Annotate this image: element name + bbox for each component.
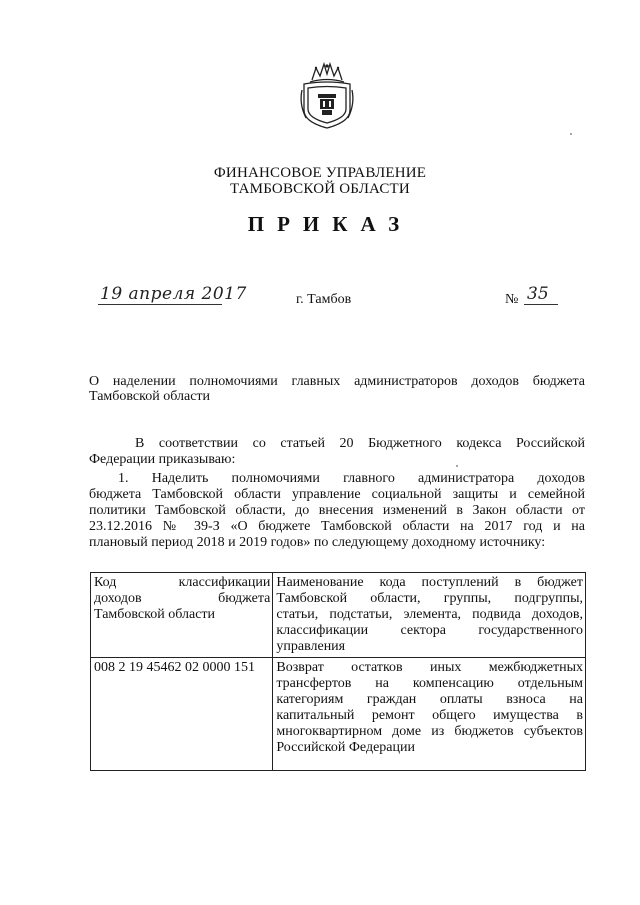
- header-name-line: Наименование кода поступлений в бюджет: [276, 575, 583, 590]
- revenue-name-line: Российской Федерации: [276, 740, 415, 755]
- paragraph-line: 1. Наделить полномочиями главного администратора доходов: [118, 471, 585, 486]
- number-label: №: [505, 292, 519, 307]
- document-type-title: ПРИКАЗ: [247, 212, 413, 236]
- revenue-classification-table: [90, 572, 586, 771]
- revenue-code: 008 2 19 45462 02 0000 151: [94, 660, 255, 675]
- subject-line1: О наделении полномочиями главных администраторов доходов бюджета: [89, 374, 585, 389]
- header-code-line: Тамбовской области: [94, 607, 216, 622]
- paragraph-line: В соответствии со статьей 20 Бюджетного кодекса Российской: [135, 436, 585, 451]
- paragraph-line: 23.12.2016 № 39-З «О бюджете Тамбовской области на 2017 год и на: [89, 519, 585, 534]
- org-name-line2: ТАМБОВСКОЙ ОБЛАСТИ: [230, 181, 410, 197]
- paragraph-line: бюджета Тамбовской области управление социальной защиты и семейной: [89, 487, 585, 502]
- handwritten-date: 19 апреля 2017: [100, 284, 247, 304]
- date-underline: [98, 304, 222, 305]
- paragraph-basis: [89, 436, 585, 468]
- revenue-name-line: категориям граждан оплаты взноса на: [276, 692, 583, 707]
- header-name-line: Тамбовской области, группы, подгруппы,: [276, 591, 583, 606]
- table-row: [91, 658, 586, 771]
- table-cell-code: [91, 658, 273, 771]
- table-header-row: [91, 573, 586, 658]
- revenue-name-line: Возврат остатков иных межбюджетных: [276, 660, 583, 675]
- header-name-line: управления: [276, 639, 346, 654]
- header-name-line: статьи, подстатьи, элемента, подвида доходов,: [276, 607, 583, 622]
- number-underline: [524, 304, 558, 305]
- table-cell-name: [273, 658, 586, 771]
- handwritten-number: 35: [527, 284, 549, 304]
- paragraph-line: плановый период 2018 и 2019 годов» по следующему доходному источнику:: [89, 535, 546, 550]
- paragraph-line: Федерации приказываю:: [89, 452, 236, 467]
- scan-speck: [570, 133, 572, 135]
- table-header-name: [273, 573, 586, 658]
- org-name-line1: ФИНАНСОВОЕ УПРАВЛЕНИЕ: [213, 165, 427, 181]
- header-name-line: классификации сектора государственного: [276, 623, 583, 638]
- scan-speck: [456, 465, 458, 467]
- order-subject: [89, 374, 585, 404]
- header-code-line: Код классификации: [94, 575, 271, 590]
- revenue-name-line: трансфертов на компенсацию отдельным: [276, 676, 583, 691]
- paragraph-item-1: [89, 471, 585, 551]
- table-header-code: [91, 573, 273, 658]
- city-label: г. Тамбов: [296, 292, 352, 307]
- revenue-name-line: многоквартирном доме из бюджетов субъектов: [276, 724, 583, 739]
- header-code-line: доходов бюджета: [94, 591, 271, 606]
- subject-line2: Тамбовской области: [89, 389, 211, 404]
- paragraph-line: политики Тамбовской области, до внесения изменений в Закон области от: [89, 503, 585, 518]
- revenue-name-line: капитальный ремонт общего имущества в: [276, 708, 583, 723]
- coat-of-arms-icon: [298, 60, 356, 130]
